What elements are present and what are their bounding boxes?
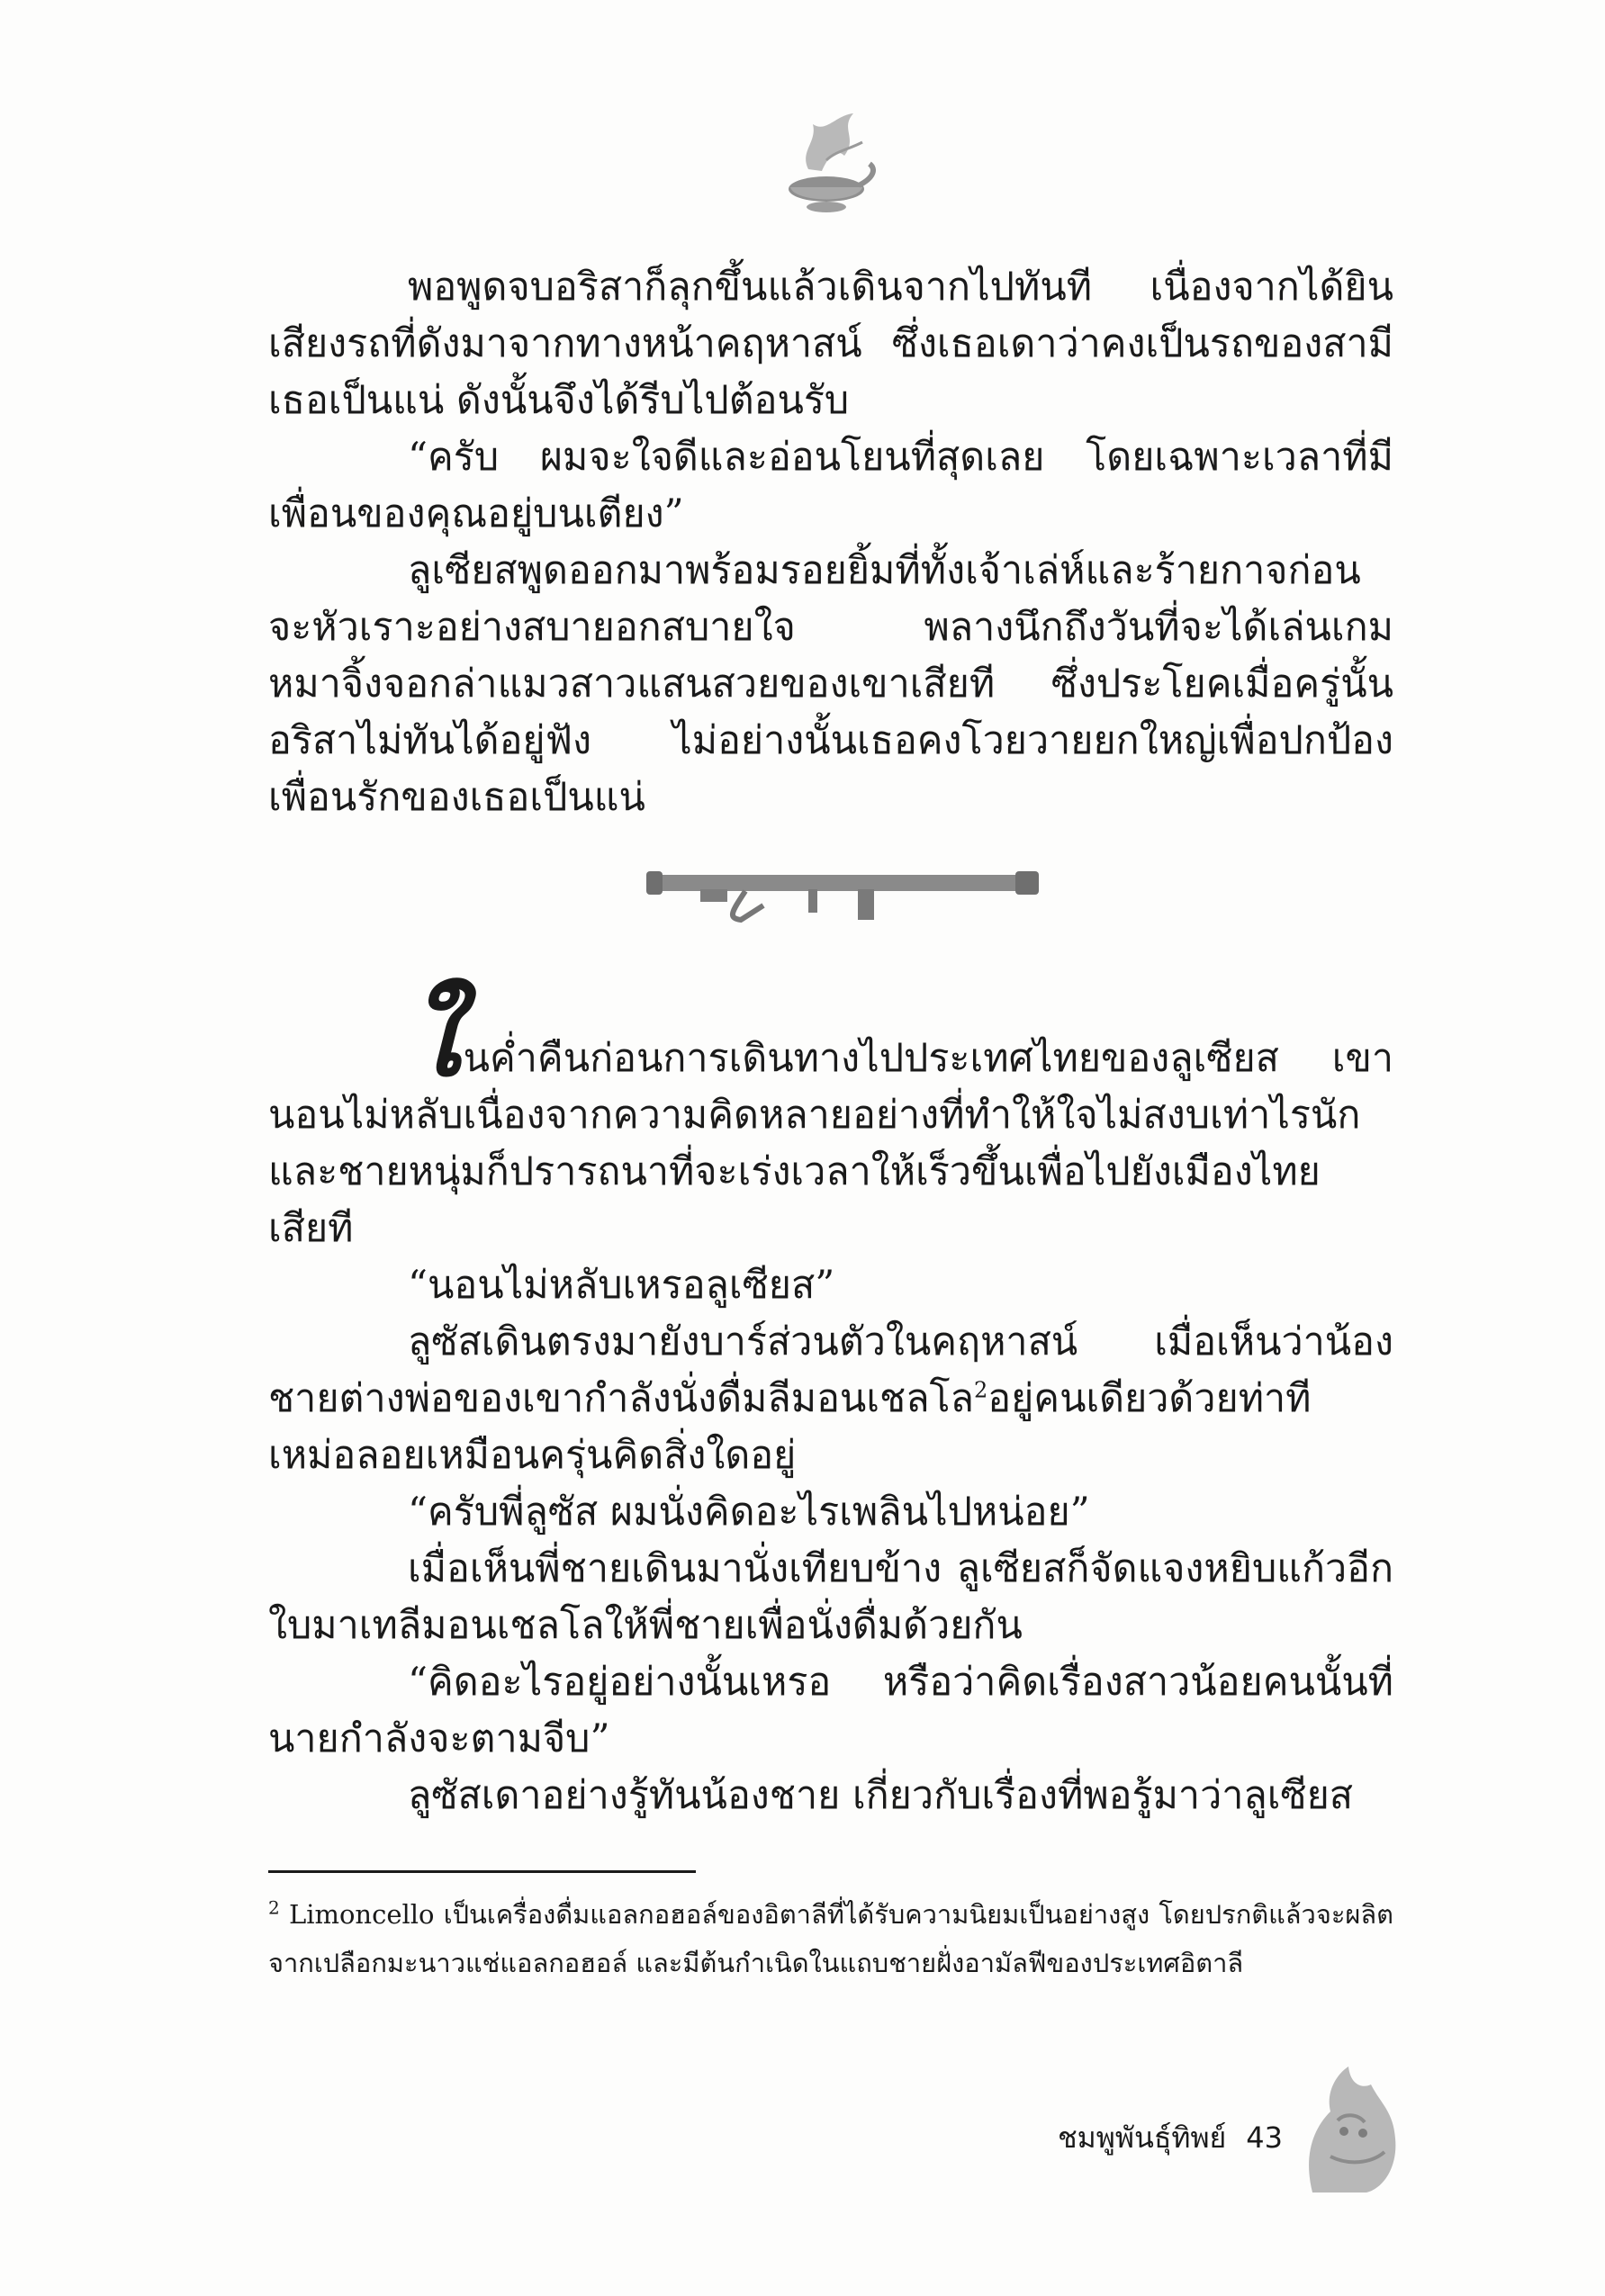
- footnote: [268, 1890, 1393, 1987]
- paragraph-5: “นอนไม่หลับเหรอลูเซียส”: [408, 1263, 835, 1308]
- main-text: [268, 259, 1393, 1824]
- paragraph-dropcap: [268, 975, 1393, 1257]
- drop-cap-letter: ใ: [408, 975, 460, 1100]
- paragraph-1: พอพูดจบอริสาก็ลุกขึ้นแล้วเดินจากไปทันที เนื่องจากได้ยินเสียงรถที่ดังมาจากทางหน้าคฤหาสน์ ซึ่งเธอเดาว่าคงเป็นรถของสามีเธอเป็นแน่ ดังนั้นจึงได้รีบไปต้อนรับ: [268, 265, 1393, 423]
- paragraph-8: เมื่อเห็นพี่ชายเดินมานั่งเทียบข้าง ลูเซียสก็จัดแจงหยิบแก้วอีกใบมาเทลีมอนเชลโลให้พี่ชายเพื่อนั่งดื่มด้วยกัน: [268, 1546, 1393, 1648]
- paragraph-2: “ครับ ผมจะใจดีและอ่อนโยนที่สุดเลย โดยเฉพาะเวลาที่มีเพื่อนของคุณอยู่บนเตียง”: [268, 435, 1393, 536]
- section-break: [268, 826, 1393, 1011]
- cat-ornament-icon: [1294, 2057, 1402, 2192]
- paragraph-9: “คิดอะไรอยู่อย่างนั้นเหรอ หรือว่าคิดเรื่องสาวน้อยคนนั้นที่นายกำลังจะตามจีบ”: [268, 1660, 1393, 1761]
- footnote-reference[interactable]: 2: [974, 1377, 988, 1403]
- bazooka-illustration-icon: [646, 862, 1042, 952]
- paragraph-10: ลูซัสเดาอย่างรู้ทันน้องชาย เกี่ยวกับเรื่องที่พอรู้มาว่าลูเซียส: [408, 1773, 1354, 1818]
- book-title: ชมพูพันธุ์ทิพย์: [1057, 2120, 1227, 2155]
- paragraph-6-text-b: อยู่คนเดียวด้วยท่าทีเหม่อลอยเหมือนครุ่นคิดสิ่งใดอยู่: [268, 1376, 1312, 1478]
- lamp-ornament-icon: [772, 106, 879, 221]
- dropcap-paragraph-text: นค่ำคืนก่อนการเดินทางไปประเทศไทยของลูเซียส เขานอนไม่หลับเนื่องจากความคิดหลายอย่างที่ทำให้ใจไม่สงบเท่าไรนักและชายหนุ่มก็ปรารถนาที่จะเร่งเวลาให้เร็วขึ้นเพื่อไปยังเมืองไทยเสียที: [268, 1036, 1393, 1251]
- footnote-marker: 2: [268, 1896, 280, 1919]
- paragraph-3: ลูเซียสพูดออกมาพร้อมรอยยิ้มที่ทั้งเจ้าเล่ห์และร้ายกาจก่อนจะหัวเราะอย่างสบายอกสบายใจ พลางนึกถึงวันที่จะได้เล่นเกมหมาจิ้งจอกล่าแมวสาวแสนสวยของเขาเสียที ซึ่งประโยคเมื่อครู่นั้นอริสาไม่ทันได้อยู่ฟัง ไม่อย่างนั้นเธอคงโวยวายยกใหญ่เพื่อปกป้องเพื่อนรักของเธอเป็นแน่: [268, 548, 1393, 820]
- paragraph-7: “ครับพี่ลูซัส ผมนั่งคิดอะไรเพลินไปหน่อย”: [408, 1490, 1090, 1535]
- footnote-text: Limoncello เป็นเครื่องดื่มแอลกอฮอล์ของอิตาลีที่ได้รับความนิยมเป็นอย่างสูง โดยปรกติแล้วจะผลิตจากเปลือกมะนาวแช่แอลกอฮอล์ และมีต้นกำเนิดในแถบชายฝั่งอามัลฟีของประเทศอิตาลี: [268, 1899, 1394, 1978]
- footnote-rule: [268, 1870, 696, 1873]
- paragraph-6-text-a: ลูซัสเดินตรงมายังบาร์ส่วนตัวในคฤหาสน์ เมื่อเห็นว่าน้องชายต่างพ่อของเขากำลังนั่งดื่มลีมอนเชลโล: [268, 1319, 1393, 1421]
- paragraph-6: [268, 1314, 1393, 1484]
- page-footer: [1058, 2115, 1283, 2161]
- page-number: 43: [1246, 2120, 1283, 2155]
